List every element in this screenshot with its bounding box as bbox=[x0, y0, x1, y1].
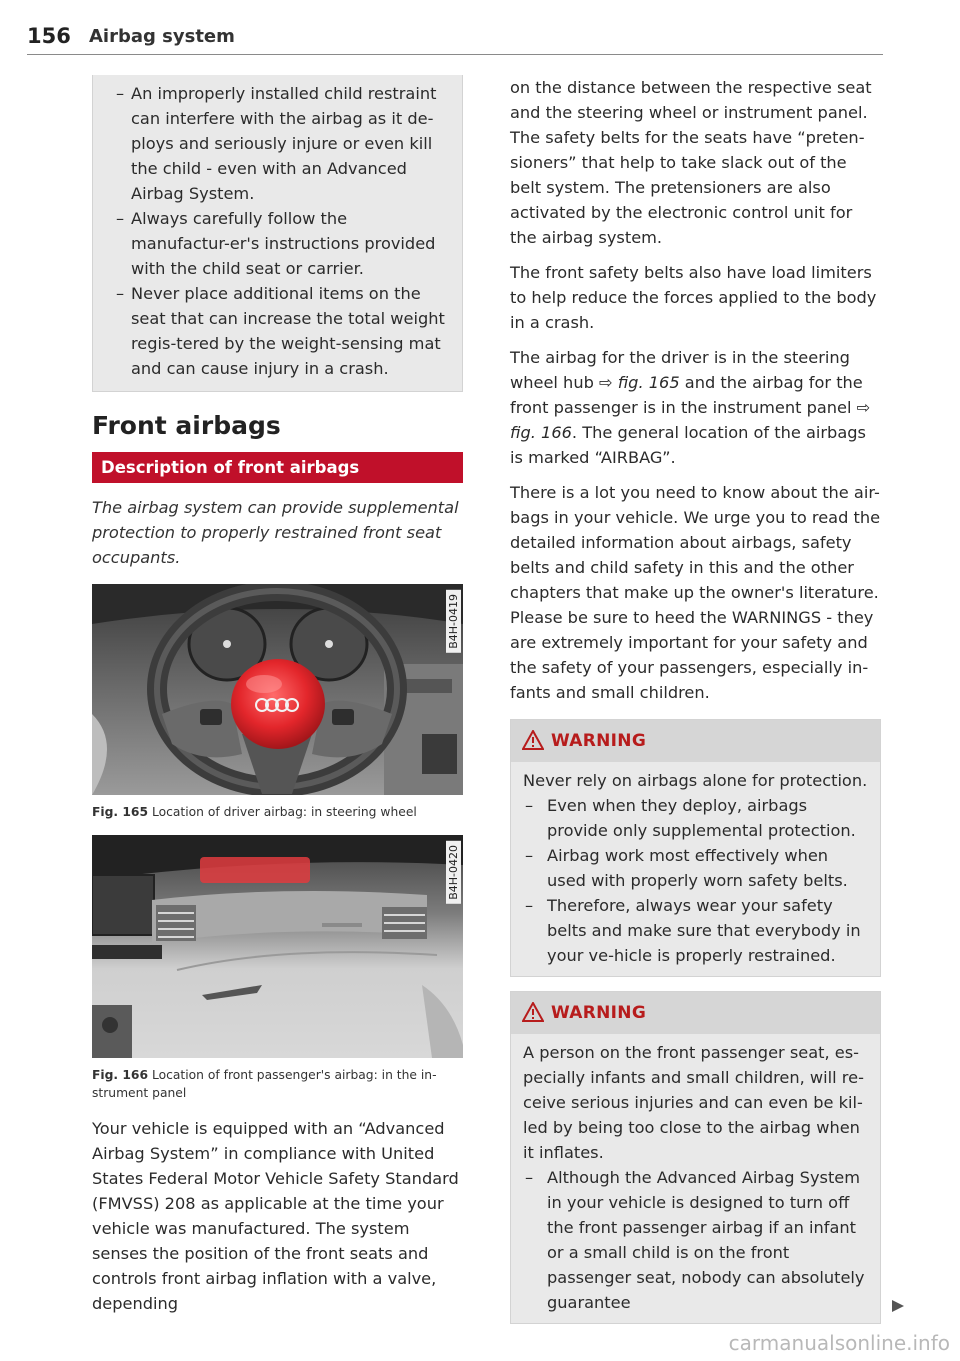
warning-bullet: – Always carefully follow the manufactur-er's instructions provided with the child seat or carrier. bbox=[107, 206, 448, 281]
description-heading-bar: Description of front airbags bbox=[92, 452, 463, 483]
figure-165-link[interactable]: ⇨ fig. 165 bbox=[599, 373, 680, 392]
figure-165-steering-wheel bbox=[92, 584, 463, 795]
figure-code: B4H-0419 bbox=[446, 590, 461, 653]
figure-code: B4H-0420 bbox=[446, 841, 461, 904]
warning-bullet: – Although the Advanced Airbag System in your vehicle is designed to turn off the front passenger airbag if an infant or a small child is on the front passenger seat, nobody can absolutely guarantee bbox=[523, 1165, 868, 1315]
airbag-location-paragraph bbox=[510, 345, 881, 470]
instrument-panel-illustration bbox=[92, 835, 463, 1058]
warning-bullet: – Airbag work most effectively when used with properly worn safety belts. bbox=[523, 843, 868, 893]
figure-caption-text: Location of front passenger's airbag: in the in-strument panel bbox=[92, 1068, 437, 1100]
front-airbags-heading: Front airbags bbox=[92, 411, 281, 440]
warning-body bbox=[511, 1034, 880, 1323]
watermark: carmanualsonline.info bbox=[728, 1331, 950, 1355]
left-column bbox=[92, 75, 463, 1326]
warning-intro: Never rely on airbags alone for protection. bbox=[523, 771, 868, 790]
warning-triangle-icon bbox=[522, 730, 544, 750]
figure-166-caption bbox=[92, 1066, 463, 1102]
text-fragment: . The general location of the airbags is marked “AIRBAG”. bbox=[510, 423, 866, 467]
load-limiter-paragraph: The front safety belts also have load limiters to help reduce the forces applied to the body in a crash. bbox=[510, 263, 877, 332]
section-title: Airbag system bbox=[89, 26, 235, 47]
warning-intro: A person on the front passenger seat, es-pecially infants and small children, will re-ceive serious injuries and can even be kil-led by being too close to the airbag when it inflates. bbox=[523, 1043, 864, 1162]
figure-166-link[interactable]: ⇨ fig. 166 bbox=[510, 398, 871, 442]
child-restraint-warning-continued bbox=[92, 75, 463, 392]
figure-165-caption bbox=[92, 803, 463, 821]
figure-166-instrument-panel bbox=[92, 835, 463, 1058]
steering-wheel-illustration bbox=[92, 584, 463, 795]
lead-text: The airbag system can provide supplemental protection to properly restrained front seat occupants. bbox=[92, 498, 459, 567]
warning-bullet: – Even when they deploy, airbags provide only supplemental protection. bbox=[523, 793, 868, 843]
figure-caption-text: Location of driver airbag: in steering wheel bbox=[151, 805, 417, 819]
warning-label: WARNING bbox=[551, 731, 647, 751]
warning-box-protection bbox=[510, 719, 881, 977]
page-number: 156 bbox=[27, 24, 71, 48]
warning-bullet: – An improperly installed child restraint can interfere with the airbag as it de-ploys and seriously injure or even kill the child - even with an Advanced Airbag System. bbox=[107, 81, 448, 206]
warning-bullet: – Never place additional items on the seat that can increase the total weight regis-tered by the weight-sensing mat and can cause injury in a crash. bbox=[107, 281, 448, 381]
warning-triangle-icon bbox=[522, 1002, 544, 1022]
figure-label: Fig. 165 bbox=[92, 805, 149, 819]
warning-box-passenger bbox=[510, 991, 881, 1324]
warning-label: WARNING bbox=[551, 1003, 647, 1023]
text-fragment: The airbag for the driver is in the steering wheel hub bbox=[510, 348, 850, 392]
figure-label: Fig. 166 bbox=[92, 1068, 149, 1082]
right-column bbox=[510, 75, 881, 1324]
warning-body bbox=[511, 762, 880, 976]
advanced-airbag-paragraph: Your vehicle is equipped with an “Advanced Airbag System” in compliance with United States Federal Motor Vehicle Safety Standard (FMVSS) 208 as applicable at the time your vehicle was manufactured. The system senses the position of the front seats and controls front airbag inflation with a valve, depending bbox=[92, 1119, 459, 1313]
continue-arrow-icon bbox=[890, 1299, 906, 1313]
pretensioner-paragraph: on the distance between the respective seat and the steering wheel or instrument panel. The safety belts for the seats have “preten-sioners” that help to take slack out of the belt system. The pretensioners are also activated by the electronic control unit for the airbag system. bbox=[510, 78, 872, 247]
warning-header bbox=[511, 992, 880, 1034]
warning-header bbox=[511, 720, 880, 762]
text-fragment: and the airbag for the front passenger is in the instrument panel bbox=[510, 373, 863, 417]
owner-literature-paragraph: There is a lot you need to know about the air-bags in your vehicle. We urge you to read the detailed information about airbags, safety belts and child safety in this and the other chapters that make up the owner's literature. Please be sure to heed the WARNINGS - they are extremely important for your safety and the safety of your passengers, especially in-fants and small children. bbox=[510, 483, 881, 702]
warning-bullet: – Therefore, always wear your safety belts and make sure that everybody in your ve-hicle is properly restrained. bbox=[523, 893, 868, 968]
page-header bbox=[27, 22, 883, 55]
